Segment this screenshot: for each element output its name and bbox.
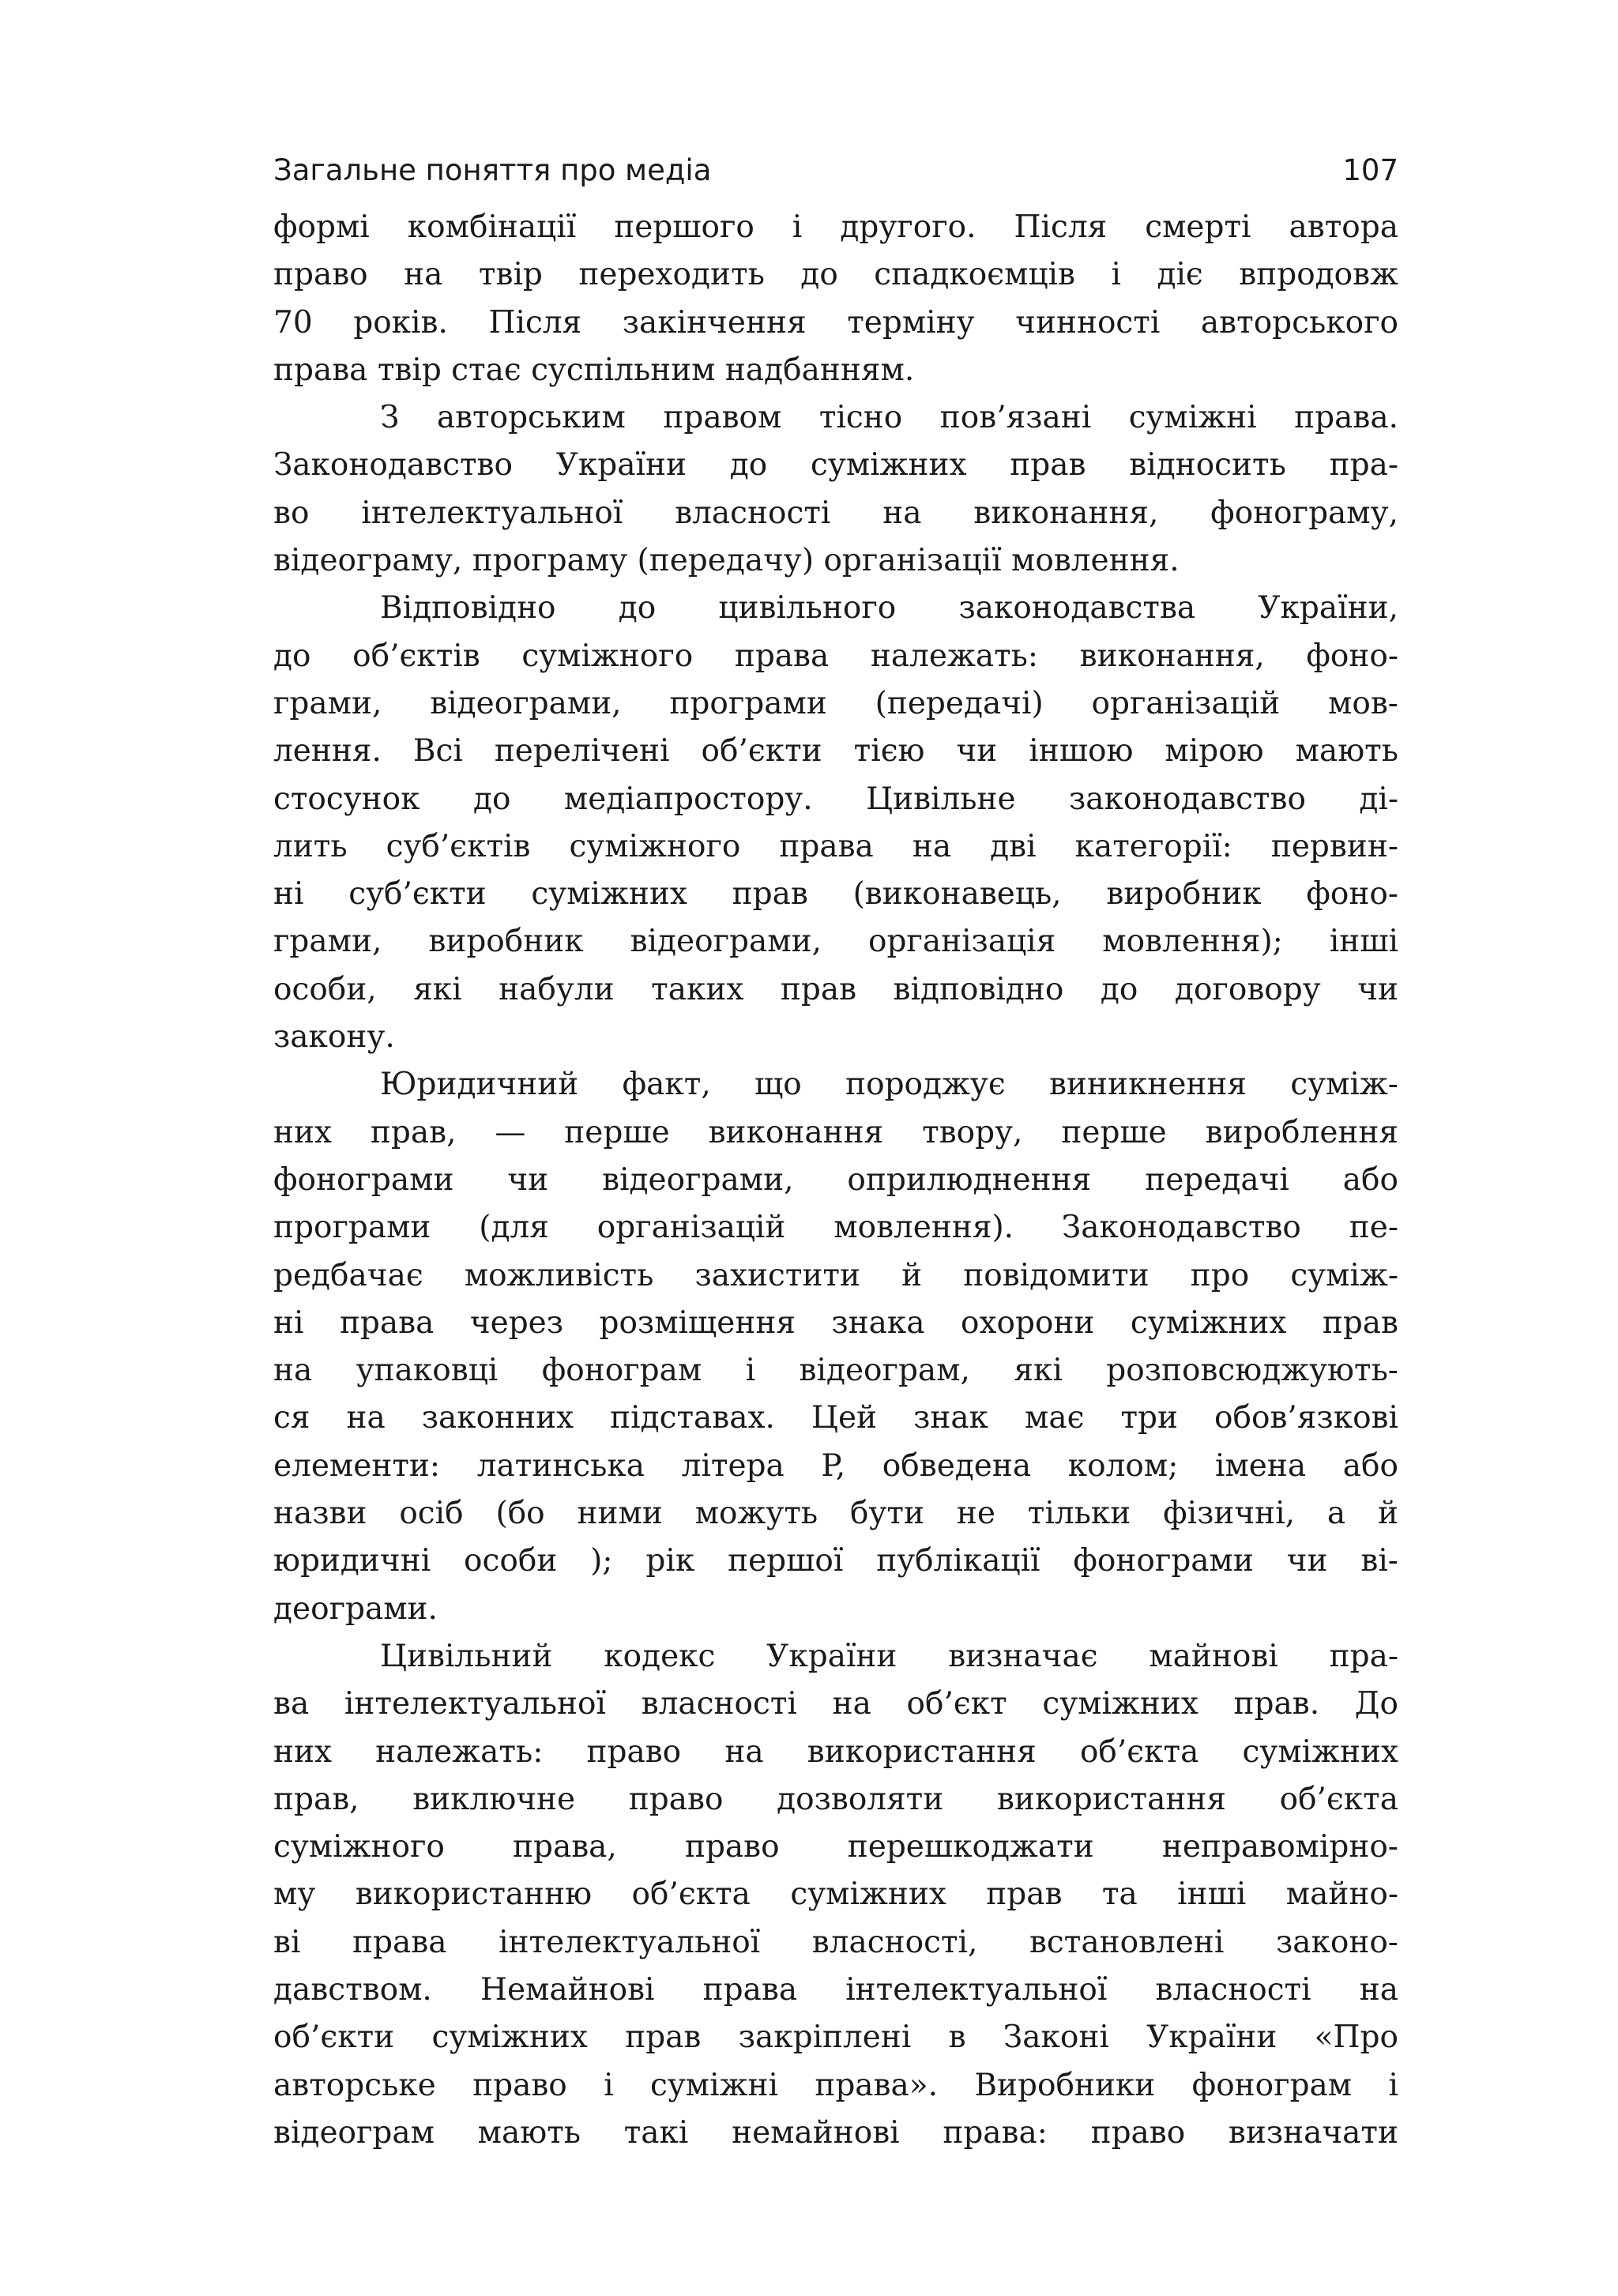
text-line: ні суб’єкти суміжних прав (виконавець, виробник фоно-: [273, 876, 1398, 913]
text-line: права твір стає суспільним надбанням.: [273, 352, 915, 388]
text-line: Цивільний кодекс України визначає майнові пра-: [380, 1638, 1398, 1674]
paragraph: [273, 1633, 1398, 2157]
text-line: деограми.: [273, 1590, 438, 1627]
book-page: [273, 150, 1398, 2157]
text-line: ва інтелектуальної власності на об’єкт суміжних прав. До: [273, 1686, 1398, 1722]
text-line: на упаковці фонограм і відеограм, які розповсюджують-: [273, 1353, 1398, 1389]
text-line: них прав, — перше виконання твору, перше вироблення: [273, 1114, 1398, 1150]
body-text: [273, 204, 1398, 2157]
text-line: елементи: латинська літера P, обведена колом; імена або: [273, 1447, 1398, 1484]
text-line: відеограму, програму (передачу) організації мовлення.: [273, 543, 1180, 579]
text-line: назви осіб (бо ними можуть бути не тільки фізичні, а й: [273, 1496, 1398, 1532]
text-line: право на твір переходить до спадкоємців і діє впродовж: [273, 257, 1398, 293]
text-line: суміжного права, право перешкоджати неправомірно-: [273, 1829, 1398, 1865]
text-line: них належать: право на використання об’єкта суміжних: [273, 1733, 1398, 1770]
text-line: стосунок до медіапростору. Цивільне законодавство ді-: [273, 781, 1398, 817]
text-line: відеограм мають такі немайнові права: право визначати: [273, 2114, 1398, 2151]
text-line: до об’єктів суміжного права належать: виконання, фоно-: [273, 638, 1398, 674]
text-line: во інтелектуальної власності на виконання, фонограму,: [273, 495, 1398, 531]
text-line: закону.: [273, 1019, 395, 1056]
text-line: Законодавство України до суміжних прав відносить пра-: [273, 447, 1398, 484]
paragraph: [273, 204, 1398, 394]
paragraph: [273, 585, 1398, 1061]
text-line: Юридичний факт, що породжує виникнення суміж-: [380, 1067, 1398, 1103]
text-line: юридичні особи ); рік першої публікації фонограми чи ві-: [273, 1543, 1398, 1579]
paragraph: [273, 394, 1398, 585]
text-line: лення. Всі перелічені об’єкти тією чи іншою мірою мають: [273, 733, 1398, 770]
running-header: [273, 150, 1398, 191]
text-line: авторське право і суміжні права». Виробники фонограм і: [273, 2067, 1398, 2103]
page-number: 107: [1342, 153, 1398, 187]
text-line: об’єкти суміжних прав закріплені в Законі України «Про: [273, 2019, 1398, 2056]
text-line: фонограми чи відеограми, оприлюднення передачі або: [273, 1161, 1398, 1198]
text-line: Відповідно до цивільного законодавства України,: [380, 590, 1398, 627]
paragraph: [273, 1061, 1398, 1633]
text-line: давством. Немайнові права інтелектуальної власності на: [273, 1971, 1398, 2008]
text-line: ві права інтелектуальної власності, встановлені законо-: [273, 1924, 1398, 1960]
text-line: 70 років. Після закінчення терміну чинності авторського: [273, 304, 1398, 341]
text-line: прав, виключне право дозволяти використання об’єкта: [273, 1781, 1398, 1817]
text-line: редбачає можливість захистити й повідомити про суміж-: [273, 1257, 1398, 1293]
text-line: ні права через розміщення знака охорони суміжних прав: [273, 1304, 1398, 1341]
text-line: лить суб’єктів суміжного права на дві категорії: первин-: [273, 828, 1398, 864]
text-line: особи, які набули таких прав відповідно до договору чи: [273, 971, 1398, 1007]
text-line: грами, виробник відеограми, організація мовлення); інші: [273, 924, 1398, 960]
text-line: формі комбінації першого і другого. Після смерті автора: [273, 209, 1398, 245]
text-line: му використанню об’єкта суміжних прав та інші майно-: [273, 1876, 1398, 1913]
text-line: грами, відеограми, програми (передачі) організацій мов-: [273, 685, 1398, 721]
text-line: ся на законних підставах. Цей знак має три обов’язкові: [273, 1400, 1398, 1436]
text-line: З авторським правом тісно пов’язані суміжні права.: [380, 400, 1398, 436]
text-line: програми (для організацій мовлення). Законодавство пе-: [273, 1210, 1398, 1246]
running-header-title: Загальне поняття про медіа: [273, 153, 712, 187]
